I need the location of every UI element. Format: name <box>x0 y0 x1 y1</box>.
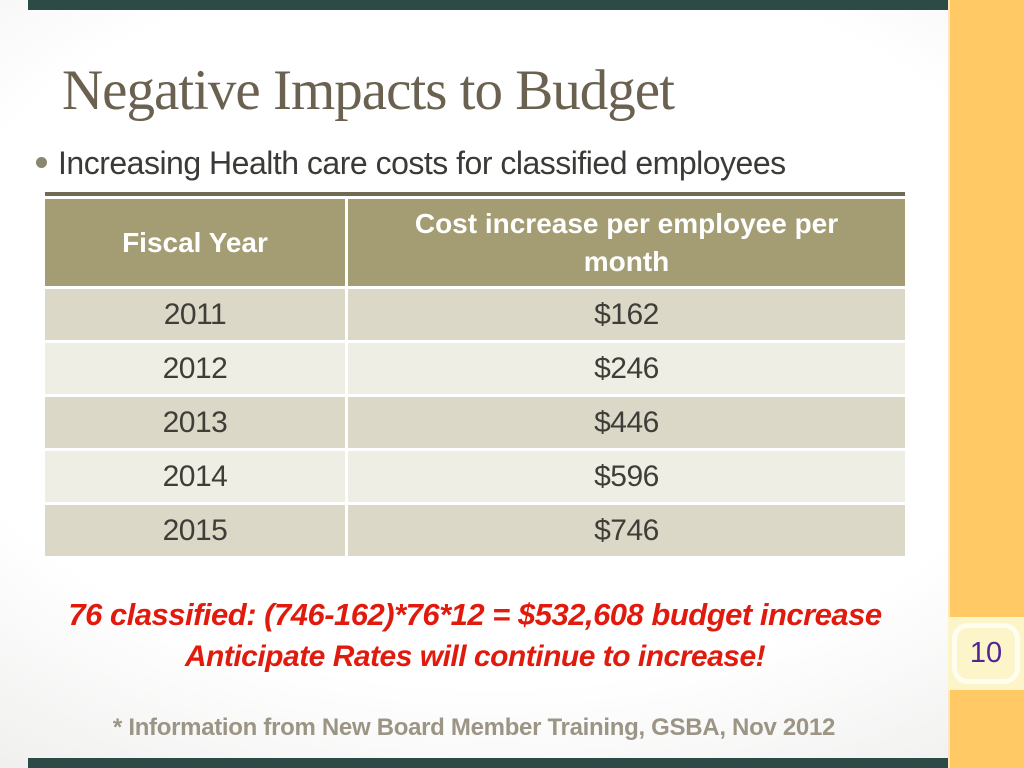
source-footnote: * Information from New Board Member Training, GSBA, Nov 2012 <box>112 714 836 741</box>
bottom-chrome-bar <box>28 758 948 768</box>
budget-notes <box>45 597 905 675</box>
bullet-icon <box>36 157 47 168</box>
table-header-cost-increase: Cost increase per employee per month <box>348 199 905 286</box>
budget-calculation-text: 76 classified: (746-162)*76*12 = $532,608 budget increase <box>68 597 882 632</box>
table-row <box>45 343 905 394</box>
table-cell-year: 2013 <box>45 397 345 448</box>
rates-warning-text: Anticipate Rates will continue to increase! <box>184 640 766 673</box>
table-cell-year: 2014 <box>45 451 345 502</box>
table-cell-year: 2015 <box>45 505 345 556</box>
cost-table <box>45 199 905 559</box>
page-number-badge <box>948 617 1024 690</box>
table-row <box>45 451 905 502</box>
table-header-fiscal-year: Fiscal Year <box>45 199 345 286</box>
table-row <box>45 397 905 448</box>
slide-title: Negative Impacts to Budget <box>62 59 674 122</box>
bullet-item <box>36 143 926 183</box>
table-row <box>45 505 905 556</box>
page-number: 10 <box>969 637 1003 669</box>
bullet-text: Increasing Health care costs for classified employees <box>58 145 786 181</box>
table-header-row <box>45 199 905 286</box>
table-cell-cost: $596 <box>348 451 905 502</box>
table-cell-cost: $446 <box>348 397 905 448</box>
table-cell-cost: $746 <box>348 505 905 556</box>
top-chrome-bar <box>28 0 948 10</box>
table-cell-cost: $162 <box>348 289 905 340</box>
table-cell-cost: $246 <box>348 343 905 394</box>
table-cell-year: 2011 <box>45 289 345 340</box>
table-top-border <box>45 192 905 196</box>
table-cell-year: 2012 <box>45 343 345 394</box>
table-row <box>45 289 905 340</box>
